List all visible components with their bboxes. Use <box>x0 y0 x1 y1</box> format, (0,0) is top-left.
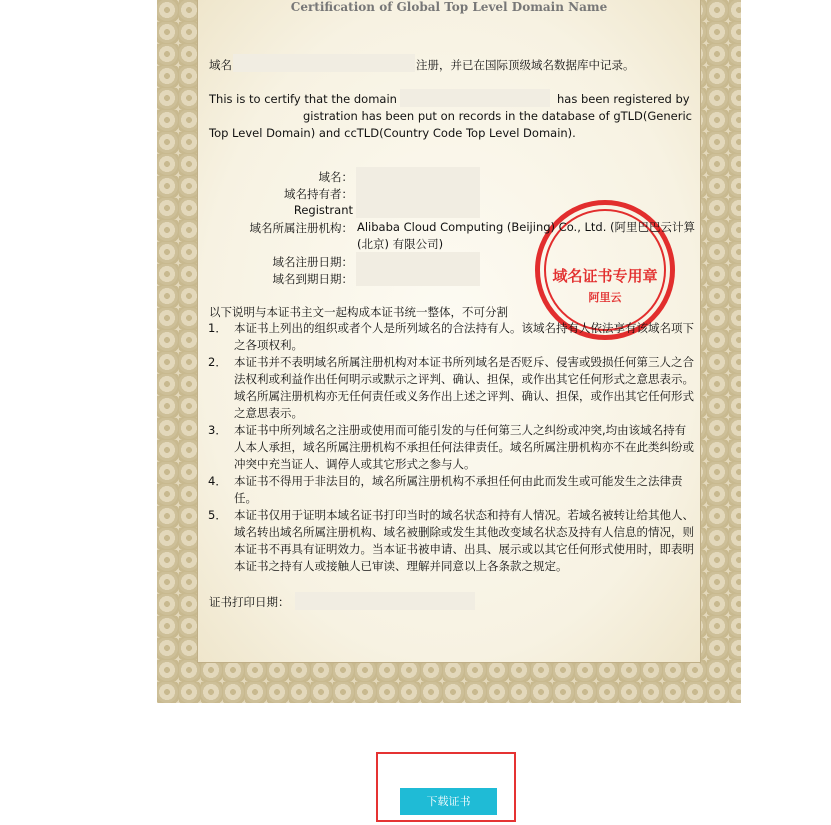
field-value-redacted <box>356 269 480 286</box>
term-number: 2． <box>208 355 227 369</box>
term-number: 1． <box>208 321 227 335</box>
redacted-domain <box>233 54 415 72</box>
en-line1-suffix: has been registered by <box>557 92 690 106</box>
term-number: 5． <box>208 508 227 522</box>
field-label: 域名注册日期： <box>272 255 353 269</box>
seal-text: 域名证书专用章 <box>552 267 658 285</box>
field-value-redacted <box>356 167 480 184</box>
field-label: 域名持有者： <box>284 187 353 201</box>
term-number: 3． <box>208 423 227 437</box>
term-item <box>208 354 694 422</box>
field-label: 域名到期日期： <box>272 272 353 286</box>
cn-intro-prefix: 域名 <box>209 58 232 72</box>
cn-intro-suffix: 注册，并已在国际顶级域名数据库中记录。 <box>416 58 635 72</box>
print-date-redacted <box>295 592 475 610</box>
terms-list <box>208 320 694 575</box>
print-date-label: 证书打印日期： <box>209 595 290 609</box>
field-value-redacted <box>356 252 480 269</box>
field-label: Registrant <box>293 203 353 217</box>
term-text: 本证书并不表明域名所属注册机构对本证书所列域名是否贬斥、侵害或毁损任何第三人之合法权利或利益作出任何明示或默示之评判、确认、担保，或作出其它任何形式之意思表示。域名所属注册机构亦无任何责任或义务作出上述之评判、确认、担保，或作出其它任何形式之意思表示。 <box>234 355 694 420</box>
term-text: 本证书上列出的组织或者个人是所列域名的合法持有人。该域名持有人依法享有该域名项下之各项权利。 <box>234 321 694 352</box>
certificate-title: Certification of Global Top Level Domain Name <box>290 0 608 14</box>
field-value: Alibaba Cloud Computing (Beijing) Co., Ltd. (阿里巴巴云计算(北京) 有限公司) <box>357 220 696 251</box>
field-label: 域名： <box>318 170 353 184</box>
term-number: 4． <box>208 474 227 488</box>
field-value-redacted <box>356 201 480 218</box>
terms-heading: 以下说明与本证书主文一起构成本证书统一整体，不可分割 <box>209 305 508 319</box>
term-text: 本证书仅用于证明本域名证书打印当时的域名状态和持有人情况。若域名被转让给其他人、域名转出域名所属注册机构、域名被删除或发生其他改变域名状态及持有人信息的情况，则本证书不再具有证明效力。当本证书被申请、出具、展示或以其它任何形式使用时，即表明本证书之持有人或接触人已审读、理解并同意以上各条款之规定。 <box>234 508 694 573</box>
field-value-redacted <box>356 184 480 201</box>
download-certificate-button[interactable]: 下载证书 <box>400 788 497 815</box>
en-line3: Top Level Domain) and ccTLD(Country Code Top Level Domain). <box>209 126 576 140</box>
term-item <box>208 320 694 354</box>
field-label: 域名所属注册机构： <box>249 221 353 235</box>
term-text: 本证书中所列域名之注册或使用而可能引发的与任何第三人之纠纷或冲突,均由该域名持有人本人承担，域名所属注册机构不承担任何法律责任。域名所属注册机构亦不在此类纠纷或冲突中充当证人、调停人或其它形式之参与人。 <box>234 423 694 471</box>
term-item <box>208 507 694 575</box>
en-line1-prefix: This is to certify that the domain <box>209 92 397 106</box>
seal-brand: 阿里云 <box>588 291 622 304</box>
term-text: 本证书不得用于非法目的，域名所属注册机构不承担任何由此而发生或可能发生之法律责任。 <box>234 474 683 505</box>
term-item <box>208 422 694 473</box>
term-item <box>208 473 694 507</box>
redacted-domain-en <box>400 89 550 107</box>
en-line2: gistration has been put on records in the database of gTLD(Generic <box>303 109 692 123</box>
